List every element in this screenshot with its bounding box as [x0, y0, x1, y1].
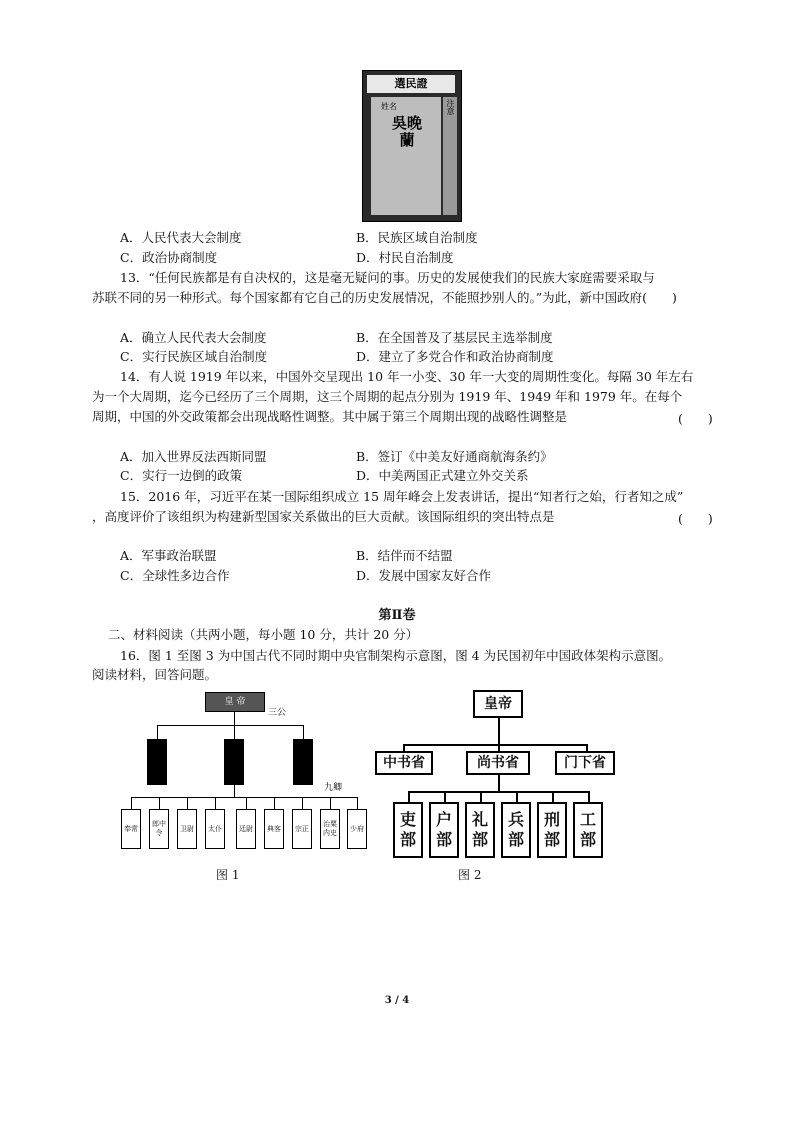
fig2-zhongshu-box: 中书省: [375, 751, 433, 775]
voter-card-side-label: 注意: [446, 99, 455, 115]
fig1-minister-4: 太仆: [205, 809, 225, 849]
q14-stem-line3: 周期，中国的外交政策都会出现战略性调整。其中属于第三个周期出现的战略性调整是: [92, 409, 568, 424]
fig2-dept-li: 吏 部: [393, 802, 423, 858]
fig2-dept-xing: 刑 部: [537, 802, 567, 858]
fig2-menxia-box: 门下省: [555, 751, 615, 775]
q14-stem-line1: 14．有人说 1919 年以来，中国外交呈现出 10 年一小变、30 年一大变的周期性变化。每隔 30 年左右: [120, 369, 694, 384]
q12-option-d: D．村民自治制度: [356, 250, 454, 265]
part2-section-heading: 二、材料阅读（共两小题，每小题 10 分，共计 20 分）: [108, 627, 419, 642]
fig2-dept-lii: 礼 部: [465, 802, 495, 858]
fig2-dept-hu: 户 部: [429, 802, 459, 858]
q14-answer-blank: ( ): [678, 411, 713, 426]
fig1-sangong-block-2: [224, 739, 244, 785]
q16-stem-line1: 16．图 1 至图 3 为中国古代不同时期中央官制架构示意图，图 4 为民国初年中国政体架构示意图。: [120, 648, 672, 663]
q15-stem-line1: 15．2016 年，习近平在某一国际组织成立 15 周年峰会上发表讲话，提出“知者行之始，行者知之成”: [120, 489, 684, 504]
q14-option-a: A．加入世界反法西斯同盟: [120, 449, 267, 464]
q12-option-b: B．民族区域自治制度: [356, 230, 478, 245]
q12-option-a: A．人民代表大会制度: [120, 230, 242, 245]
fig1-caption: 图 1: [216, 868, 240, 882]
q15-option-d: D．发展中国家友好合作: [356, 568, 492, 583]
voter-card-side: [443, 97, 457, 215]
q16-stem-line2: 阅读材料，回答问题。: [92, 667, 218, 682]
q14-option-b: B．签订《中美友好通商航海条约》: [356, 449, 553, 464]
q15-stem-line2: ，高度评价了该组织为构建新型国家关系做出的巨大贡献。该国际组织的突出特点是: [92, 509, 555, 524]
q13-option-a: A．确立人民代表大会制度: [120, 330, 267, 345]
q13-option-c: C．实行民族区域自治制度: [120, 349, 268, 364]
q13-stem-line2: 苏联不同的另一种形式。每个国家都有它自己的历史发展情况，不能照抄别人的。”为此，新中国政府( ): [92, 290, 677, 305]
fig1-minister-9: 少府: [347, 809, 367, 849]
fig2-shangshu-box: 尚书省: [466, 751, 530, 775]
fig1-minister-8: 治粟内史: [320, 809, 340, 849]
fig1-minister-6: 典客: [264, 809, 284, 849]
fig2-emperor-box: 皇帝: [473, 690, 523, 718]
q15-option-c: C．全球性多边合作: [120, 568, 230, 583]
q13-stem-line1: 13．“任何民族都是有自决权的，这是毫无疑问的事。历史的发展使我们的民族大家庭需要采取与: [120, 270, 655, 285]
q13-option-b: B．在全国普及了基层民主选举制度: [356, 330, 553, 345]
voter-card-image: [362, 70, 462, 222]
part2-title: 第Ⅱ卷: [378, 608, 416, 623]
q14-stem-line2: 为一个大周期，迄今已经历了三个周期，这三个周期的起点分别为 1919 年、1949 年和 1979 年。在每个: [92, 389, 683, 404]
fig1-minister-1: 奉常: [121, 809, 141, 849]
voter-card-panel: [371, 97, 441, 215]
fig1-jiuqing-label: 九卿: [324, 783, 343, 793]
q14-option-c: C．实行一边倒的政策: [120, 468, 243, 483]
fig1-minister-3: 卫尉: [177, 809, 197, 849]
voter-card-name-label: 姓名: [381, 102, 397, 111]
fig1-sangong-label: 三公: [268, 708, 287, 718]
q15-answer-blank: ( ): [678, 511, 713, 526]
fig1-minister-2: 郎中令: [149, 809, 169, 849]
q13-option-d: D．建立了多党合作和政治协商制度: [356, 349, 554, 364]
q15-option-b: B．结伴而不结盟: [356, 548, 453, 563]
fig1-emperor-box: 皇 帝: [205, 692, 265, 712]
q12-option-c: C．政治协商制度: [120, 250, 218, 265]
fig2-dept-gong: 工 部: [573, 802, 603, 858]
fig2-dept-bing: 兵 部: [501, 802, 531, 858]
fig1-minister-5: 廷尉: [236, 809, 256, 849]
voter-card-name: 吳晚蘭: [391, 114, 422, 149]
fig1-minister-7: 宗正: [292, 809, 312, 849]
q14-option-d: D．中美两国正式建立外交关系: [356, 468, 529, 483]
voter-card-header: 選民證: [367, 75, 455, 93]
page-number: 3 / 4: [384, 995, 410, 1006]
q15-option-a: A．军事政治联盟: [120, 548, 217, 563]
fig2-caption: 图 2: [458, 868, 482, 882]
fig1-sangong-block-1: [147, 739, 167, 785]
fig1-sangong-block-3: [293, 739, 313, 785]
